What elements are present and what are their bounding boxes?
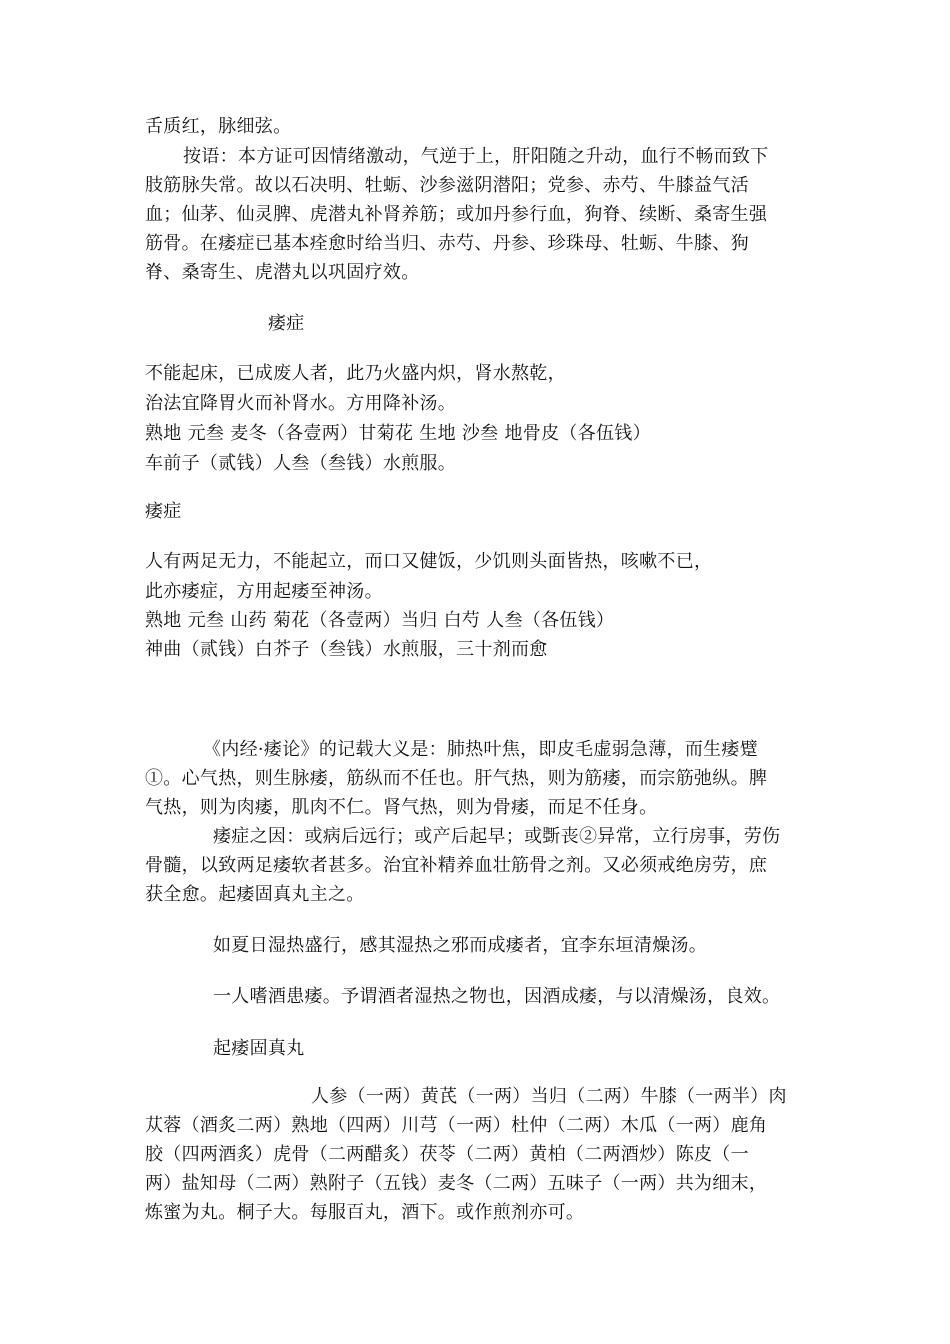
text-line: 如夏日湿热盛行，感其湿热之邪而成痿者，宜李东垣清燥汤。: [213, 935, 708, 956]
text-line: 气热，则为肉痿，肌肉不仁。肾气热，则为骨痿，而足不任身。: [145, 797, 658, 818]
text-line: 苁蓉（酒炙二两）熟地（四两）川芎（一两）杜仲（二两）木瓜（一两）鹿角: [145, 1115, 768, 1136]
text-line: 脊、桑寄生、虎潜丸以巩固疗效。: [145, 262, 420, 283]
text-line: 按语：本方证可因情绪激动，气逆于上，肝阳随之升动，血行不畅而致下: [183, 146, 769, 167]
text-line: 此亦痿症，方用起痿至神汤。: [145, 581, 383, 602]
text-line: 一人嗜酒患痿。予谓酒者湿热之物也，因酒成痿，与以清燥汤，良效。: [213, 986, 781, 1007]
text-line: 人参（一两）黄芪（一两）当归（二两）牛膝（一两半）肉: [311, 1086, 787, 1107]
text-line: 肢筋脉失常。故以石决明、牡蛎、沙参滋阴潜阳；党参、赤芍、牛膝益气活: [145, 175, 749, 196]
section-heading: 起痿固真丸: [213, 1038, 305, 1059]
text-line: 神曲（贰钱）白芥子（叁钱）水煎服，三十剂而愈: [145, 639, 548, 660]
text-line: 熟地 元叁 麦冬（各壹两）甘菊花 生地 沙叁 地骨皮（各伍钱）: [145, 423, 651, 444]
section-heading: 痿症: [268, 313, 305, 334]
text-line: ①。心气热，则生脉痿，筋纵而不任也。肝气热，则为筋痿，而宗筋弛纵。脾: [145, 768, 768, 789]
text-line: 痿症之因：或病后远行；或产后起早；或斲丧②异常，立行房事，劳伤: [213, 826, 781, 847]
text-line: 炼蜜为丸。桐子大。每服百丸，酒下。或作煎剂亦可。: [145, 1202, 585, 1223]
text-line: 车前子（贰钱）人叁（叁钱）水煎服。: [145, 453, 457, 474]
section-heading: 痿症: [145, 501, 182, 522]
text-line: 熟地 元叁 山药 菊花（各壹两）当归 白芍 人叁（各伍钱）: [145, 610, 615, 631]
text-line: 舌质红，脉细弦。: [145, 116, 292, 137]
text-line: 血；仙茅、仙灵脾、虎潜丸补肾养筋；或加丹参行血，狗脊、续断、桑寄生强: [145, 204, 768, 225]
text-line: 骨髓，以致两足痿软者甚多。治宜补精养血壮筋骨之剂。又必须戒绝房劳，庶: [145, 855, 768, 876]
text-line: 治法宜降胃火而补肾水。方用降补汤。: [145, 393, 457, 414]
text-line: 筋骨。在痿症已基本痊愈时给当归、赤芍、丹参、珍珠母、牡蛎、牛膝、狗: [145, 233, 749, 254]
text-line: 两）盐知母（二两）熟附子（五钱）麦冬（二两）五味子（一两）共为细末，: [145, 1173, 768, 1194]
text-line: 胶（四两酒炙）虎骨（二两醋炙）茯苓（二两）黄柏（二两酒炒）陈皮（一: [145, 1144, 749, 1165]
text-line: 不能起床，已成废人者，此乃火盛内炽，肾水熬乾，: [145, 363, 566, 384]
text-line: 《内经·痿论》的记载大义是：肺热叶焦，即皮毛虚弱急薄，而生痿躄: [203, 739, 759, 760]
text-line: 获全愈。起痿固真丸主之。: [145, 884, 365, 905]
text-line: 人有两足无力，不能起立，而口又健饭，少饥则头面皆热，咳嗽不已，: [145, 551, 713, 572]
